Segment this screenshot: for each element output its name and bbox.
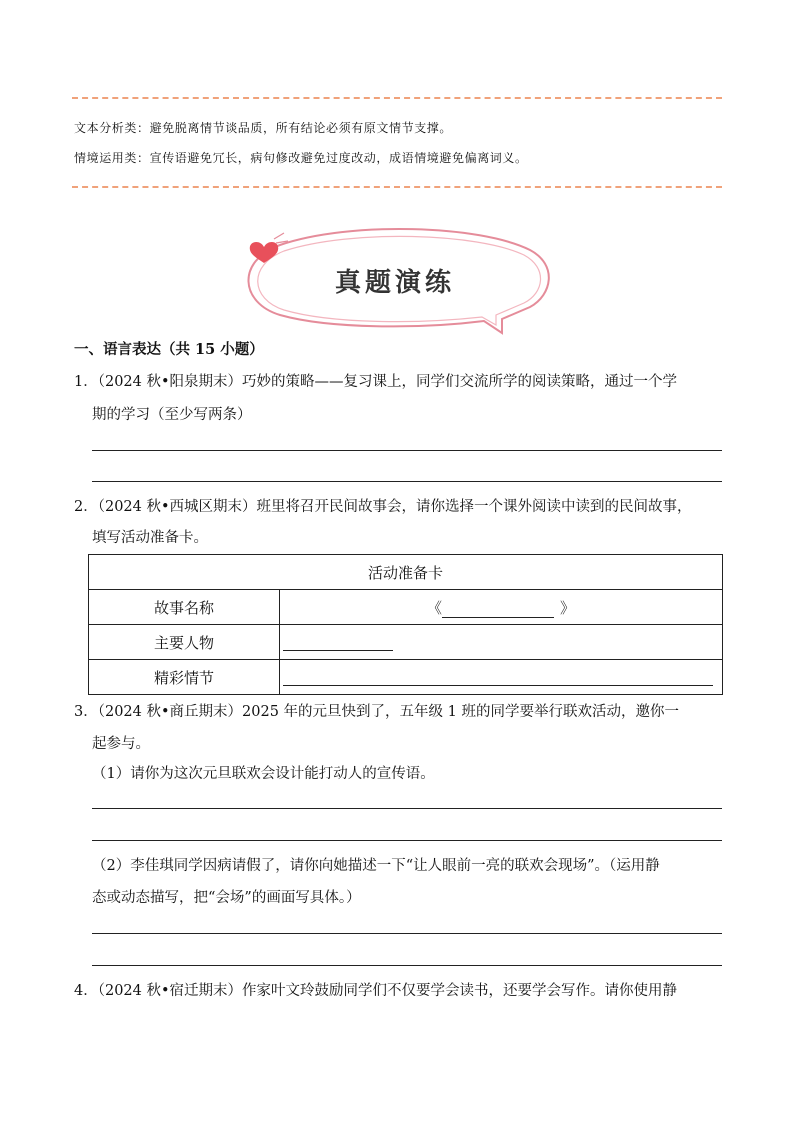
question-4-line-1: 4．（2024 秋•宿迁期末）作家叶文玲鼓励同学们不仅要学会读书，还要学会写作。请你使用静 <box>74 983 678 999</box>
answer-line[interactable] <box>92 808 722 809</box>
activity-prep-card <box>88 554 723 695</box>
question-2-line-1: 2．（2024 秋•西城区期末）班里将召开民间故事会，请你选择一个课外阅读中读到的民间故事， <box>74 499 692 515</box>
card-label-highlight-plot: 精彩情节 <box>89 660 280 695</box>
card-label-main-characters: 主要人物 <box>89 625 280 660</box>
question-2-line-2: 填写活动准备卡。 <box>92 530 208 546</box>
question-3-sub-1: （1）请你为这次元旦联欢会设计能打动人的宣传语。 <box>92 766 435 782</box>
card-title: 活动准备卡 <box>89 555 723 590</box>
highlight-plot-blank[interactable] <box>283 669 713 686</box>
banner-title: 真题演练 <box>334 268 455 298</box>
answer-line[interactable] <box>92 933 722 934</box>
card-field-story-name[interactable] <box>280 590 723 625</box>
book-bracket-close: 》 <box>560 598 576 617</box>
question-3-line-1: 3．（2024 秋•商丘期末）2025 年的元旦快到了，五年级 1 班的同学要举行联欢活动，邀你一 <box>74 704 679 720</box>
story-name-blank[interactable] <box>442 601 554 618</box>
question-1-line-2: 期的学习（至少写两条） <box>92 407 252 423</box>
card-label-story-name: 故事名称 <box>89 590 280 625</box>
answer-line[interactable] <box>92 965 722 966</box>
question-3-line-2: 起参与。 <box>92 736 150 752</box>
main-characters-blank[interactable] <box>283 634 393 651</box>
divider-top <box>72 97 722 99</box>
book-bracket-open: 《 <box>426 598 442 617</box>
question-3-sub-2-line-1: （2）李佳琪同学因病请假了，请你向她描述一下“让人眼前一亮的联欢会现场”。（运用静 <box>92 858 660 874</box>
answer-line[interactable] <box>92 481 722 482</box>
answer-line[interactable] <box>92 840 722 841</box>
answer-line[interactable] <box>92 450 722 451</box>
section-heading: 一、语言表达（共 15 小题） <box>74 341 264 358</box>
divider-bottom <box>72 186 722 188</box>
tip-context-use: 情境运用类：宣传语避免冗长，病句修改避免过度改动，成语情境避免偏离词义。 <box>74 151 528 165</box>
question-3-sub-2-line-2: 态或动态描写，把“会场”的画面写具体。） <box>92 890 361 906</box>
tip-text-analysis: 文本分析类：避免脱离情节谈品质，所有结论必须有原文情节支撑。 <box>74 121 453 135</box>
card-field-main-characters[interactable] <box>280 625 723 660</box>
card-field-highlight-plot[interactable] <box>280 660 723 695</box>
question-1-line-1: 1．（2024 秋•阳泉期末）巧妙的策略——复习课上，同学们交流所学的阅读策略，通过一个学 <box>74 374 678 390</box>
